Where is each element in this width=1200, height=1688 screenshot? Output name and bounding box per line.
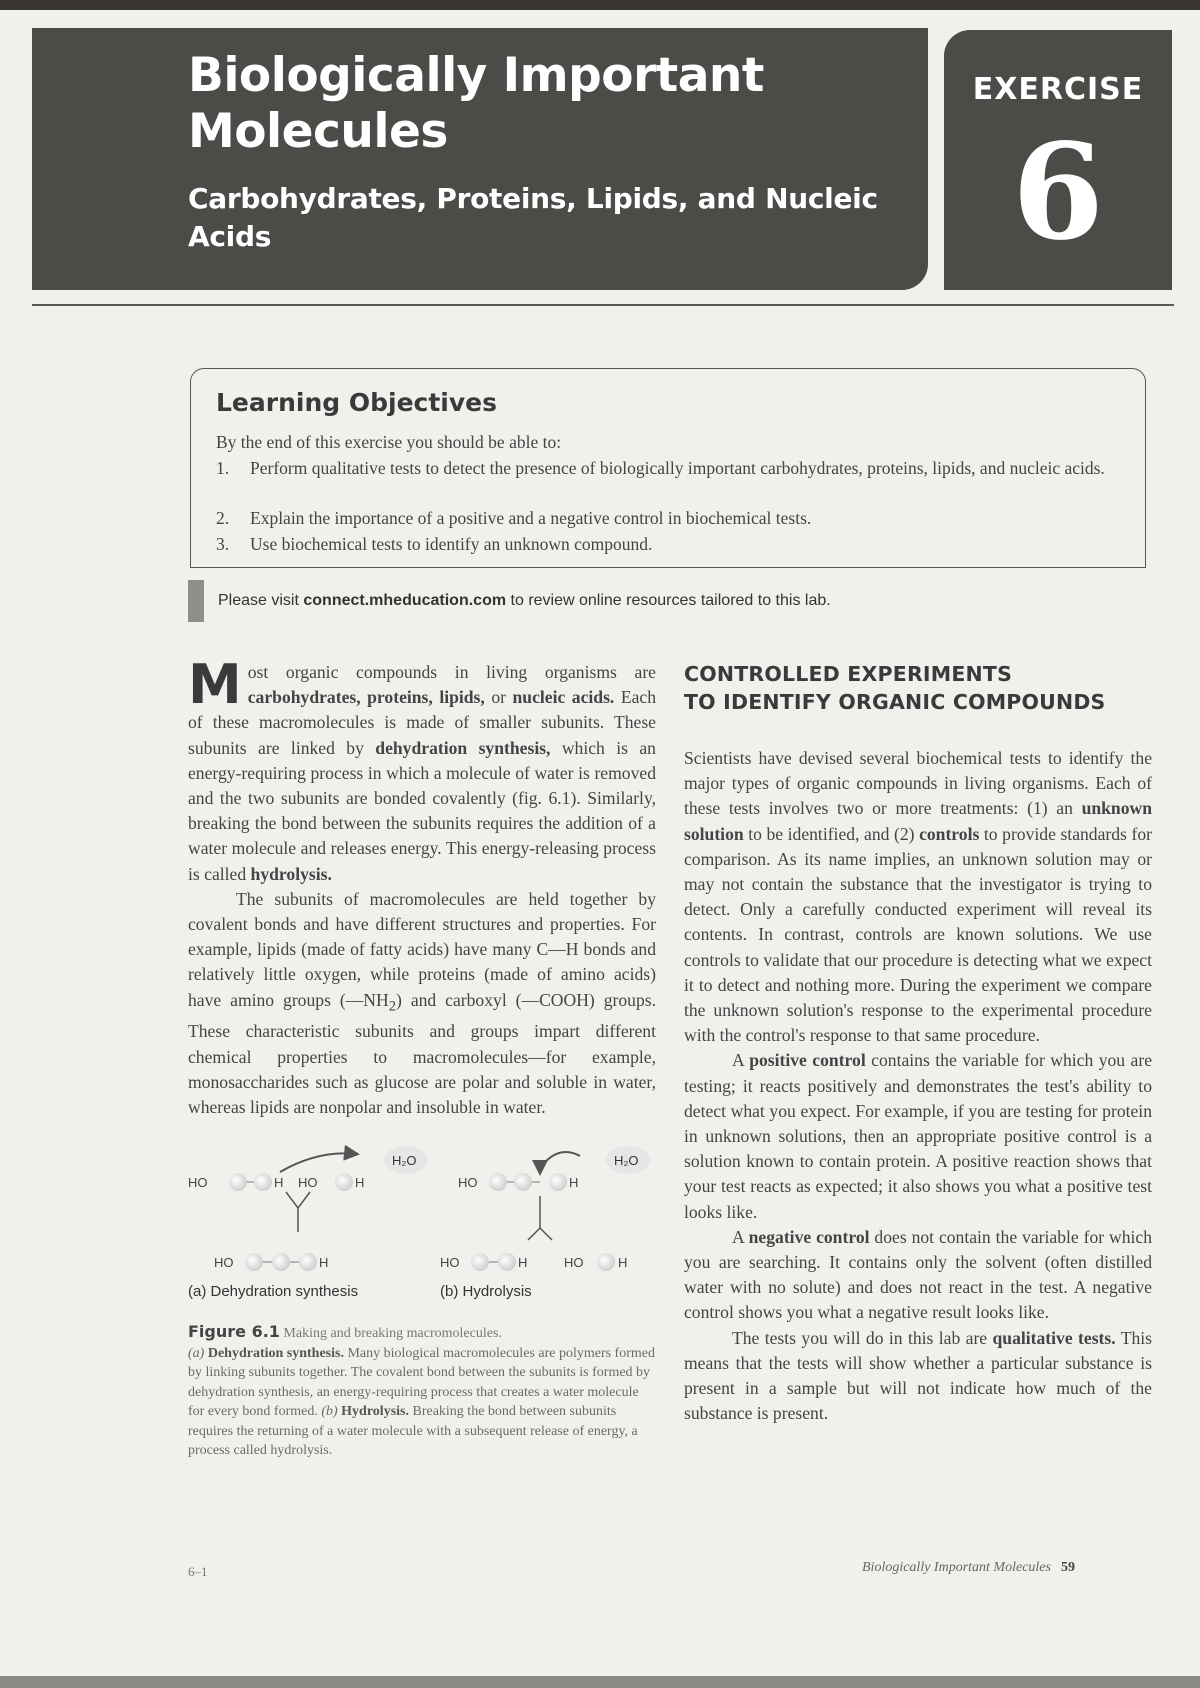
objective-text: Use biochemical tests to identify an unknown compound. [250, 534, 653, 554]
resource-note-prefix: Please visit [218, 592, 304, 609]
section-heading-line-1: CONTROLLED EXPERIMENTS [684, 662, 1013, 686]
bold-term: qualitative tests. [992, 1327, 1116, 1348]
h-label: H [355, 1175, 365, 1190]
join-arrow [286, 1192, 310, 1232]
subunit-sphere [254, 1173, 272, 1191]
text-run: This means that the tests will show whether a particular substance is present in a sample but will not indicate how much of the substance is present. [684, 1327, 1152, 1424]
subunit-sphere [245, 1253, 263, 1271]
hydrolysis-diagram [440, 1146, 650, 1271]
text-run: contains the variable for which you are testing; it reacts positively and demonstrates the test's ability to detect what you expect. For example, if you are testing for protein in unknown solutions, then an appropriate positive control is a solution known to contain protein. A positive reaction shows that your test reacts as expected; it also shows you what a positive test looks like. [684, 1050, 1152, 1222]
bold-term: positive control [749, 1050, 866, 1071]
bold-term: carbohydrates, proteins, lipids, [247, 687, 485, 708]
objectives-heading: Learning Objectives [216, 388, 497, 417]
text-run: to provide standards for comparison. As its name implies, an unknown solution may or may not contain the substance that the investigator is trying to detect. Only a carefully conducted experiment will reveal its contents. In contrast, controls are known solutions. We use controls to validate that our procedure is detecting what we expect it to detect and nothing more. During the experiment we compare the unknown solution's response to the experimental procedure with the control's response to that same procedure. [684, 823, 1152, 1046]
figure-label-a: (a) Dehydration synthesis [188, 1283, 359, 1300]
section-heading [684, 660, 1152, 716]
subunits-paragraph [188, 887, 656, 1120]
text-run: or [484, 687, 513, 708]
text-run: Scientists have devised several biochemical tests to identify the major types of organic compounds in living organisms. Each of these tests involves two or more treatments: (1) an [684, 748, 1152, 819]
exercise-number: 6 [1012, 115, 1104, 270]
text-run: ost organic compounds in living organisms are [247, 662, 656, 682]
text-run: ) and carboxyl (—COOH) groups. These characteristic subunits and groups impart different chemical properties to macromolecules—for example, monosaccharides such as glucose are polar and soluble in water, whereas lipids are nonpolar and insoluble in water. [188, 989, 656, 1117]
objective-number: 3. [216, 534, 230, 554]
objective-item [216, 533, 1110, 556]
figure-6-1 [188, 1140, 658, 1290]
water-label: H₂O [614, 1153, 639, 1168]
positive-control-paragraph [684, 1048, 1152, 1224]
objective-text: Perform qualitative tests to detect the presence of biologically important carbohydrates, proteins, lipids, and nucleic acids. [250, 458, 1105, 478]
negative-control-paragraph [684, 1225, 1152, 1326]
caption-text-a: Many biological macromolecules are polymers formed by linking subunits together. The covalent bond between the subunits is formed by dehydration synthesis, an energy-requiring process that creates a water molecule for every bond formed. [188, 1345, 655, 1419]
header-rule [32, 304, 1174, 306]
caption-figure-number: Figure 6.1 [188, 1322, 280, 1341]
text-run: to be identified, and (2) [743, 823, 920, 844]
ho-label: HO [564, 1255, 584, 1270]
text-run: The tests you will do in this lab are [732, 1327, 993, 1348]
text-run: The subunits of macromolecules are held together by covalent bonds and have different structures and properties. For example, lipids (made of fatty acids) have many C—H bonds and relatively little oxygen, while proteins (made of amino acids) have amino groups (—NH [188, 888, 656, 1010]
caption-tag-a: (a) [188, 1345, 205, 1361]
bold-term: nucleic acids. [512, 687, 615, 708]
subunit-sphere [471, 1253, 489, 1271]
h-label: H [319, 1255, 329, 1270]
qualitative-tests-paragraph [684, 1326, 1152, 1427]
page-subtitle: Carbohydrates, Proteins, Lipids, and Nucleic Acids [188, 182, 878, 253]
water-release-arrow [280, 1153, 356, 1172]
figure-label-b: (b) Hydrolysis [440, 1283, 532, 1300]
footer-title: Biologically Important Molecules [862, 1560, 1051, 1575]
ho-label: HO [298, 1175, 318, 1190]
subunit-sphere [549, 1173, 567, 1191]
text-run: Each of these macromolecules is made of smaller subunits. These subunits are linked by [188, 687, 656, 758]
ho-label: HO [440, 1255, 460, 1270]
section-body [684, 746, 1152, 1426]
subunit-sphere [489, 1173, 507, 1191]
objectives-intro: By the end of this exercise you should be able to: [216, 432, 562, 452]
text-run: A [732, 1050, 750, 1071]
resource-note [218, 592, 831, 610]
bottom-edge [0, 1676, 1200, 1688]
figure-caption [188, 1322, 658, 1461]
split-arrow [528, 1196, 552, 1240]
subunit-sphere [514, 1173, 532, 1191]
footer-page-number: 59 [1060, 1560, 1075, 1575]
intro-paragraph [188, 653, 656, 887]
left-column [188, 653, 656, 1120]
h-label: H [618, 1255, 628, 1270]
section-heading-line-2: TO IDENTIFY ORGANIC COMPOUNDS [684, 690, 1106, 714]
ho-label: HO [214, 1255, 234, 1270]
subscript: 2 [388, 998, 397, 1015]
drop-cap: M [188, 653, 242, 716]
dehydration-diagram [188, 1146, 428, 1271]
exercise-label: EXERCISE [972, 72, 1144, 107]
footer-page-code: 6–1 [188, 1564, 208, 1579]
bold-term: hydrolysis. [250, 863, 332, 884]
water-label: H₂O [392, 1153, 417, 1168]
objective-item [216, 507, 1110, 530]
subunit-sphere [299, 1253, 317, 1271]
subunit-sphere [229, 1173, 247, 1191]
top-edge [0, 0, 1200, 10]
caption-lead: Making and breaking macromolecules. [283, 1326, 502, 1341]
bold-term: unknown solution [684, 798, 1152, 844]
resource-marker [188, 580, 204, 622]
resource-note-suffix: to review online resources tailored to this lab. [506, 592, 831, 609]
macromolecule-diagram [188, 1140, 658, 1290]
text-run: which is an energy-requiring process in which a molecule of water is removed and the two subunits are bonded covalently (fig. 6.1). Similarly, breaking the bond between the subunits requires the addition of a water molecule and releases energy. This energy-releasing process is called [188, 737, 656, 884]
text-run: A [732, 1226, 749, 1247]
subunit-sphere [597, 1253, 615, 1271]
footer-running-head [862, 1560, 1075, 1576]
h-label: H [569, 1175, 579, 1190]
ho-label: HO [188, 1175, 208, 1190]
resource-link[interactable]: connect.mheducation.com [303, 592, 507, 609]
caption-tag-b: (b) [321, 1404, 338, 1419]
ho-label: HO [458, 1175, 478, 1190]
caption-title-b: Hydrolysis. [341, 1404, 409, 1419]
controls-paragraph [684, 746, 1152, 1048]
bold-term: negative control [748, 1226, 870, 1247]
objective-item [216, 457, 1110, 480]
water-insert-arrow [540, 1152, 580, 1168]
text-run: does not contain the variable for which you are searching. It contains only the solvent (often distilled water with no solute) and does not react in the test. A negative control shows you what a negative result looks like. [684, 1226, 1152, 1323]
bold-term: dehydration synthesis, [375, 737, 551, 758]
objective-number: 2. [216, 508, 230, 528]
objective-text: Explain the importance of a positive and a negative control in biochemical tests. [250, 508, 812, 528]
bold-term: controls [919, 823, 980, 844]
caption-text-b: Breaking the bond between subunits requires the returning of a water molecule with a subsequent release of energy, a process called hydrolysis. [188, 1404, 638, 1458]
subunit-sphere [335, 1173, 353, 1191]
right-column [684, 660, 1152, 1426]
h-label: H [274, 1175, 284, 1190]
caption-title-a: Dehydration synthesis. [207, 1345, 344, 1361]
page-title: Biologically Important Molecules [188, 48, 764, 159]
objective-number: 1. [216, 458, 230, 478]
subunit-sphere [498, 1253, 516, 1271]
h-label: H [518, 1255, 528, 1270]
subunit-sphere [272, 1253, 290, 1271]
